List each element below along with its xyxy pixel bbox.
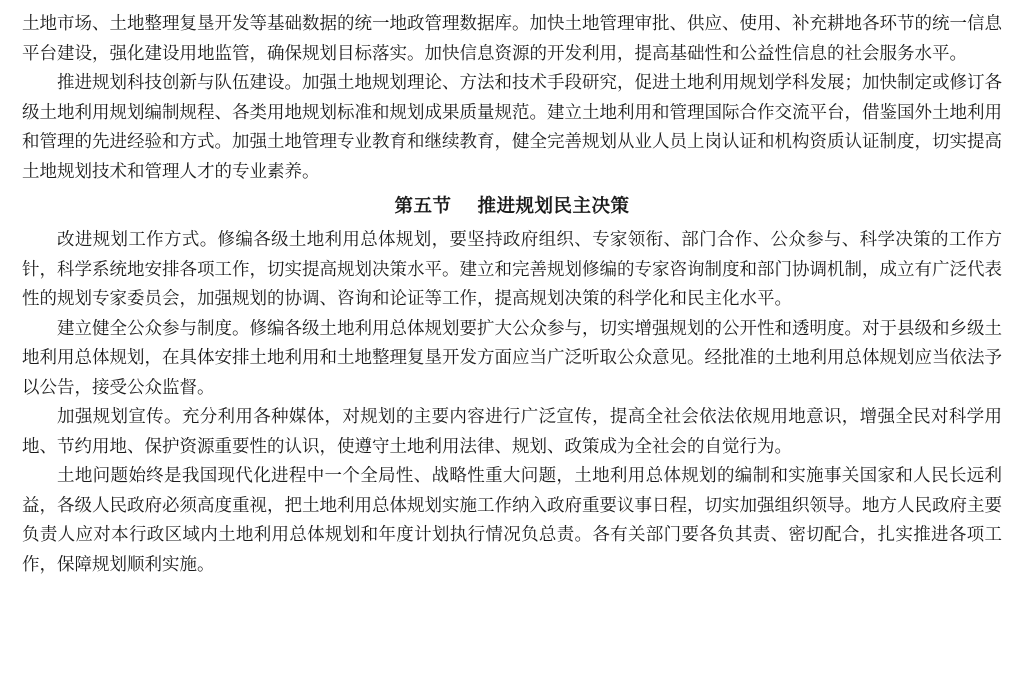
paragraph-tech-innovation: 推进规划科技创新与队伍建设。加强土地规划理论、方法和技术手段研究，促进土地利用规划学科发展；加快制定或修订各级土地利用规划编制规程、各类用地规划标准和规划成果质量规范。建立土地利用和管理国际合作交流平台，借鉴国外土地利用和管理的先进经验和方式。加强土地管理专业教育和继续教育，健全完善规划从业人员上岗认证和机构资质认证制度，切实提高土地规划技术和管理人才的专业素养。: [22, 73, 1002, 182]
paragraph-work-method: 改进规划工作方式。修编各级土地利用总体规划，要坚持政府组织、专家领衔、部门合作、公众参与、科学决策的工作方针，科学系统地安排各项工作，切实提高规划决策水平。建立和完善规划修编的专家咨询制度和部门协调机制，成立有广泛代表性的规划专家委员会，加强规划的协调、咨询和论证等工作，提高规划决策的科学化和民主化水平。: [22, 230, 1002, 309]
paragraph-leadership: 土地问题始终是我国现代化进程中一个全局性、战略性重大问题，土地利用总体规划的编制和实施事关国家和人民长远利益，各级人民政府必须高度重视，把土地利用总体规划实施工作纳入政府重要议事日程，切实加强组织领导。地方人民政府主要负责人应对本行政区域内土地利用总体规划和年度计划执行情况负总责。各有关部门要各负其责、密切配合，扎实推进各项工作，保障规划顺利实施。: [22, 466, 1002, 575]
section-title: 推进规划民主决策: [477, 196, 630, 217]
paragraph-public-participation: 建立健全公众参与制度。修编各级土地利用总体规划要扩大公众参与，切实增强规划的公开性和透明度。对于县级和乡级土地利用总体规划，在具体安排土地利用和土地整理复垦开发方面应当广泛听取公众意见。经批准的土地利用总体规划应当依法予以公告，接受公众监督。: [22, 318, 1002, 398]
paragraph-continued: 土地市场、土地整理复垦开发等基础数据的统一地政管理数据库。加快土地管理审批、供应、使用、补充耕地各环节的统一信息平台建设，强化建设用地监管，确保规划目标落实。加快信息资源的开发利用，提高基础性和公益性信息的社会服务水平。: [22, 14, 1002, 64]
paragraph-publicity: 加强规划宣传。充分利用各种媒体，对规划的主要内容进行广泛宣传，提高全社会依法依规用地意识，增强全民对科学用地、节约用地、保护资源重要性的认识，使遵守土地利用法律、规划、政策成为全社会的自觉行为。: [22, 407, 1002, 457]
section-number: 第五节: [394, 196, 452, 217]
section-heading: [22, 191, 1002, 223]
